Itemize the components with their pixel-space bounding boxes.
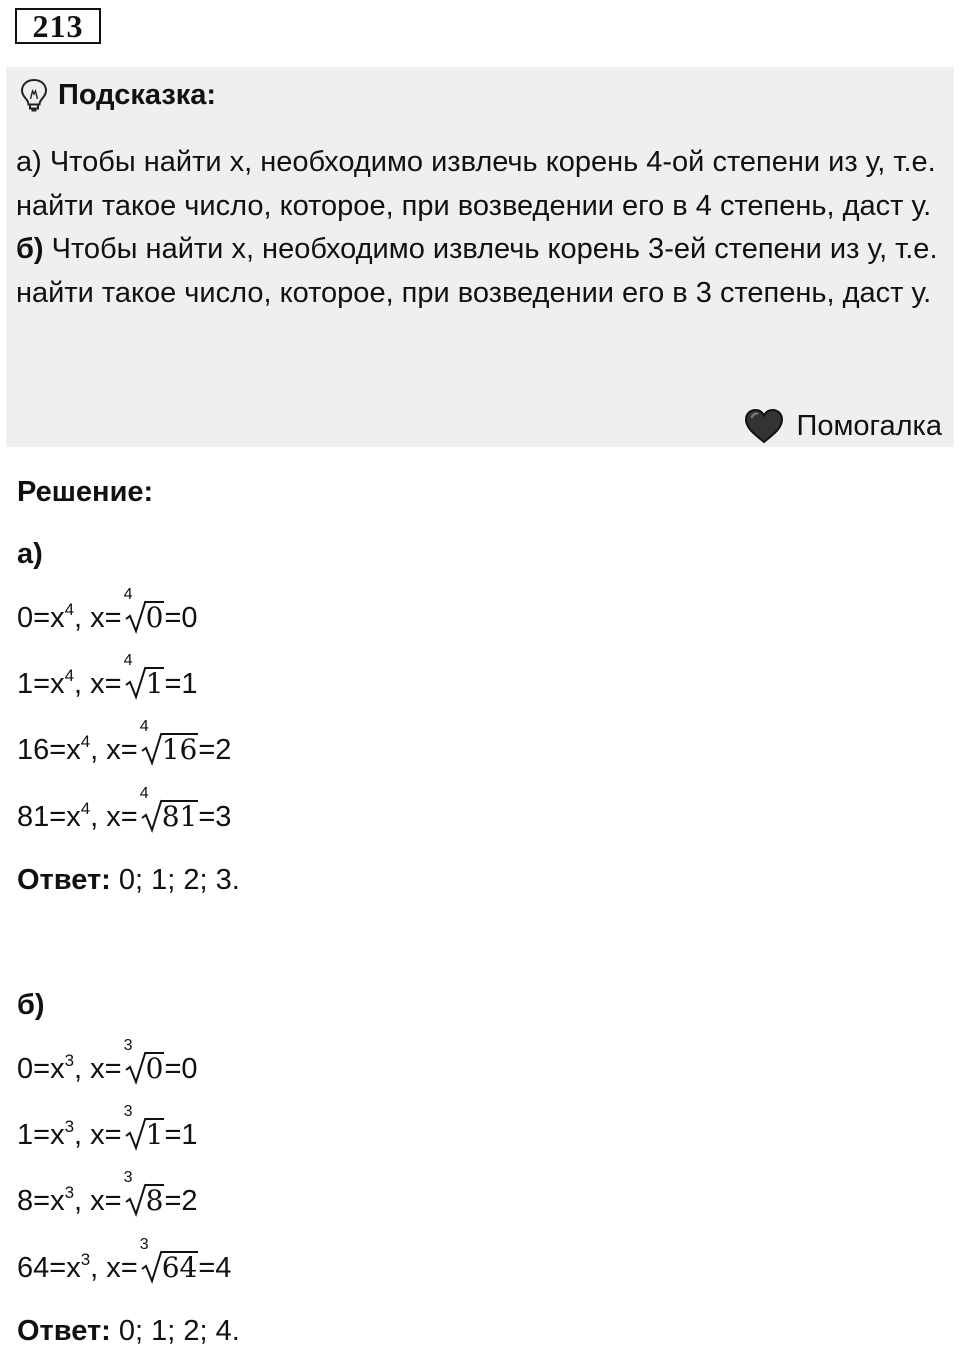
root-expression: 4 16 [139,718,198,766]
root-expression: 3 64 [139,1236,198,1284]
hint-title: Подсказка: [58,78,217,111]
solution-heading: Решение: [17,476,154,508]
brand-signature [743,407,942,445]
hint-panel [6,67,954,447]
hint-part-b-label: б) [16,233,44,265]
equation-line: $16=x^4$, x= 4 16=2 [17,718,232,766]
radical-sign [125,600,147,634]
radical-sign [125,666,147,700]
root-expression: 4 1 [123,652,164,700]
part-a-label: а) [17,538,43,570]
radical-sign [125,1051,147,1085]
task-number: 213 [15,8,101,44]
root-expression: 3 0 [123,1037,164,1085]
hint-part-b [16,228,946,315]
root-expression: 3 1 [123,1103,164,1151]
hint-part-b-text: Чтобы найти х, необходимо извлечь корень 3-ей степени из у, т.е. найти такое число, которое, при возведении его в 3 степень, даст у. [16,233,938,309]
equation-line: $1=x^3$, x= 3 1=1 [17,1103,198,1151]
lightbulb-icon [18,77,50,113]
equation-line: $0=x^3$, x= 3 0=0 [17,1037,198,1085]
radical-sign [141,1250,163,1284]
radical-sign [141,799,163,833]
heart-icon [743,407,785,445]
root-expression: 3 8 [123,1169,164,1217]
equation-line: $81=x^4$, x= 4 81=3 [17,785,232,833]
answer-b: Ответ: 0; 1; 2; 4. [17,1315,240,1347]
hint-part-a: а) Чтобы найти х, необходимо извлечь корень 4-ой степени из у, т.е. найти такое число, которое, при возведении его в 4 степень, даст у. [16,146,936,222]
brand-name: Помогалка [796,409,942,442]
hint-body [16,141,946,315]
radical-sign [141,732,163,766]
hint-header [18,79,216,111]
radical-sign [125,1183,147,1217]
equation-line: $1=x^4$, x= 4 1=1 [17,652,198,700]
equation-line: $0=x^4$, x= 4 0=0 [17,586,198,634]
answer-a: Ответ: 0; 1; 2; 3. [17,864,240,896]
root-expression: 4 81 [139,785,198,833]
equation-line: $64=x^3$, x= 3 64=4 [17,1236,232,1284]
radical-sign [125,1117,147,1151]
part-b-label: б) [17,989,45,1021]
root-expression: 4 0 [123,586,164,634]
equation-line: $8=x^3$, x= 3 8=2 [17,1169,198,1217]
